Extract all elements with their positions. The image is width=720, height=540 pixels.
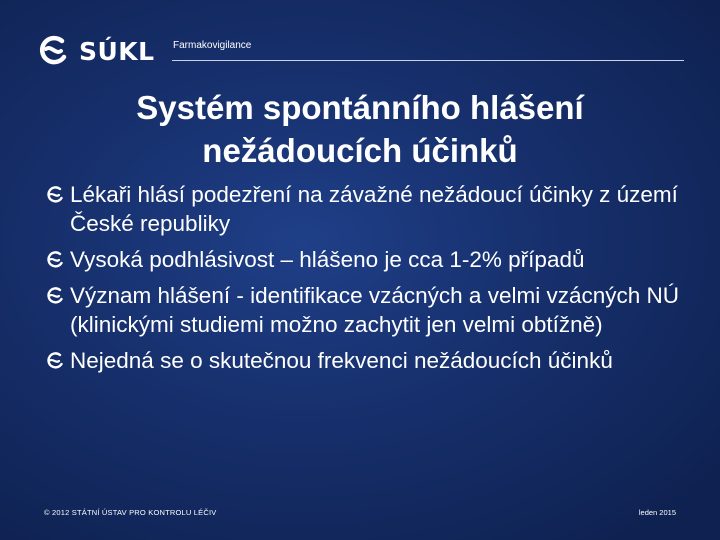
sukl-swirl-icon	[44, 352, 66, 370]
sukl-swirl-icon	[44, 251, 66, 269]
header-divider	[172, 60, 684, 61]
sukl-swirl-icon	[44, 186, 66, 204]
bullet-text: Nejedná se o skutečnou frekvenci nežádoucích účinků	[70, 348, 613, 373]
bullet-text: Význam hlášení - identifikace vzácných a velmi vzácných NÚ (klinickými studiemi možno zachytit jen velmi obtížně)	[70, 283, 679, 337]
footer-date: leden 2015	[638, 508, 676, 517]
section-label: Farmakovigilance	[173, 40, 252, 51]
slide-title	[60, 86, 660, 172]
bullet-item	[44, 281, 694, 339]
logo-text: SÚKL	[79, 36, 155, 66]
bullet-list	[44, 180, 694, 382]
slide-title-line-1: Systém spontánního hlášení	[136, 89, 584, 126]
sukl-logo-icon	[36, 34, 70, 68]
bullet-item	[44, 245, 694, 274]
bullet-text: Lékaři hlásí podezření na závažné nežádoucí účinky z území České republiky	[70, 182, 678, 236]
slide-title-line-2: nežádoucích účinků	[202, 132, 518, 169]
bullet-item	[44, 346, 694, 375]
sukl-logo	[36, 34, 155, 68]
bullet-item	[44, 180, 694, 238]
sukl-swirl-icon	[44, 287, 66, 305]
footer-copyright: © 2012 STÁTNÍ ÚSTAV PRO KONTROLU LÉČIV	[44, 508, 217, 517]
bullet-text: Vysoká podhlásivost – hlášeno je cca 1-2% případů	[70, 247, 585, 272]
